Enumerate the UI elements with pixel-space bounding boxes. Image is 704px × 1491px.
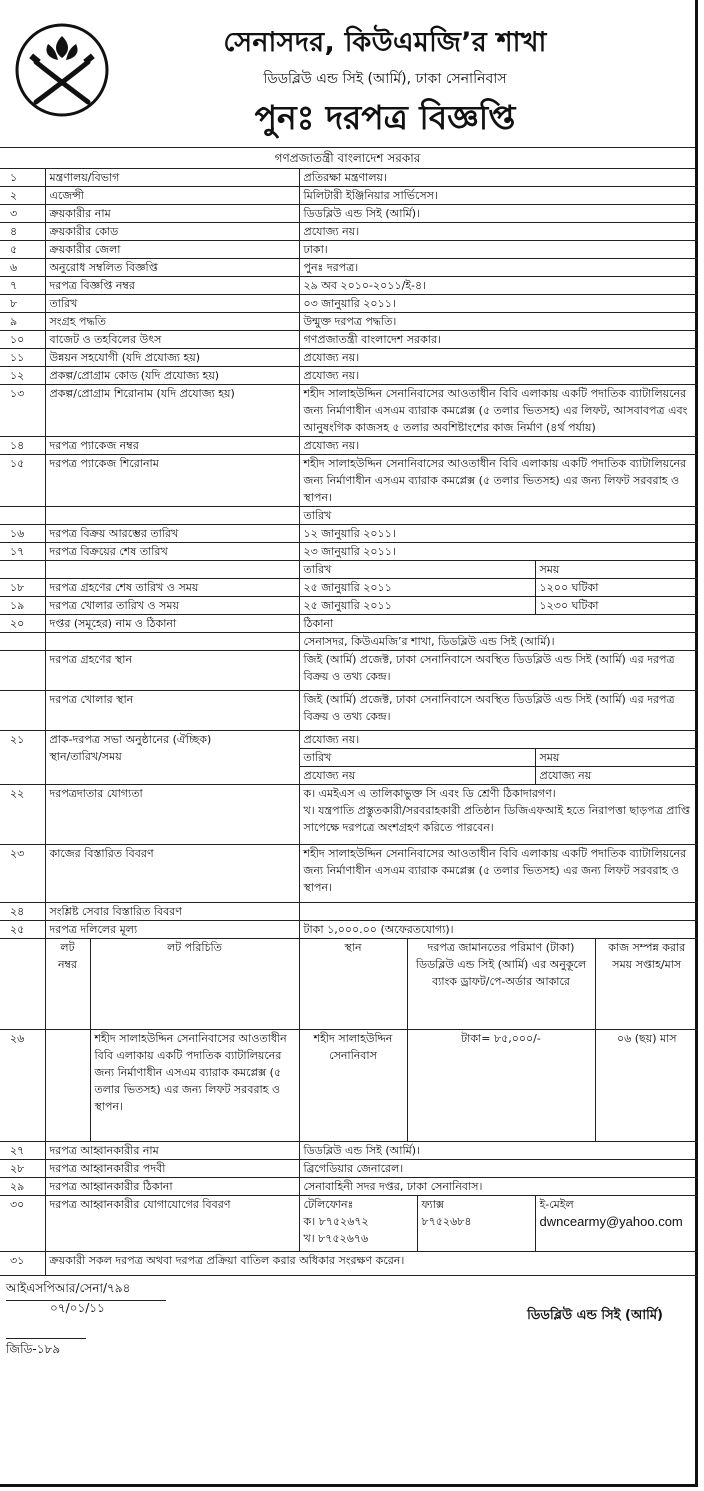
- row-value: প্রযোজ্য নয়।: [299, 367, 698, 385]
- table-row: [0, 367, 698, 385]
- document-price: টাকা ১,০০০.০০ (অফেরতযোগ্য)।: [299, 921, 698, 939]
- table-row: [0, 939, 698, 1029]
- tender-table: [0, 169, 698, 939]
- organization-subtitle: ডিডব্লিউ এন্ড সিই (আর্মি), ঢাকা সেনানিবাস: [263, 71, 507, 87]
- table-row: [0, 169, 698, 187]
- row-number: ৯: [0, 313, 45, 331]
- table-row: [0, 633, 698, 651]
- row-value: গণপ্রজাতন্ত্রী বাংলাদেশ সরকার।: [299, 331, 698, 349]
- row-label: এজেন্সী: [45, 187, 299, 205]
- row-value: পুনঃ দরপত্র।: [299, 259, 698, 277]
- row-number: ১২: [0, 367, 45, 385]
- table-row: [0, 1029, 698, 1141]
- row-label: দরপত্র খোলার তারিখ ও সময়: [45, 597, 299, 615]
- row-number: ১: [0, 169, 45, 187]
- row-value: ২৩ জানুয়ারি ২০১১।: [299, 543, 698, 561]
- caller-table: [0, 1142, 698, 1276]
- row-label: দরপত্র দলিলের মূল্য: [45, 921, 299, 939]
- lot-description: শহীদ সালাহউদ্দিন সেনানিবাসের আওতাধীন বিবি এলাকায় একটি পদাতিক ব্যাটালিয়নের জন্য নির্মাণাধীন এসএম ব্যারাক কমপ্লেক্স (৫ তলার ভিতসহ) এর জন্য লিফট সরবরাহ ও স্থাপন।: [90, 1029, 299, 1141]
- service-description: [299, 903, 698, 921]
- row-value: ব্রিগেডিয়ার জেনারেল।: [299, 1159, 698, 1177]
- row-label: কাজের বিস্তারিত বিবরণ: [45, 845, 299, 903]
- row-label: দরপত্র প্যাকেজ নম্বর: [45, 437, 299, 455]
- row-label: দরপত্র আহ্বানকারীর পদবী: [45, 1159, 299, 1177]
- row-number: ৪: [0, 223, 45, 241]
- table-row: [0, 349, 698, 367]
- table-row: [0, 731, 698, 749]
- row-value: প্রতিরক্ষা মন্ত্রণালয়।: [299, 169, 698, 187]
- table-row: [0, 205, 698, 223]
- phone-cell: টেলিফোনঃ ক। ৮৭৫২৬৭২ খ। ৮৭৫২৬৭৬: [299, 1195, 417, 1251]
- row-label: দরপত্রদাতার যোগ্যতা: [45, 785, 299, 845]
- rights-statement: ক্রয়কারী সকল দরপত্র অথবা দরপত্র প্রক্রিয়া বাতিল করার অধিকার সংরক্ষণ করেন।: [45, 1251, 698, 1275]
- email-cell: ই-মেইল dwncearmy@yahoo.com: [535, 1195, 698, 1251]
- table-row: [0, 313, 698, 331]
- table-row: [0, 385, 698, 437]
- row-value: ১২ জানুয়ারি ২০১১।: [299, 525, 698, 543]
- table-row: [0, 845, 698, 903]
- notice-title: পুনঃ দরপত্র বিজ্ঞপ্তি: [254, 98, 516, 137]
- opening-place: জিই (আর্মি) প্রজেক্ট, ঢাকা সেনানিবাসে অবস্থিত ডিডব্লিউ এন্ড সিই (আর্মি) এর দরপত্র বিক্রয় ও তথ্য কেন্দ্র।: [299, 691, 698, 731]
- row-value: সেনাবাহিনী সদর দপ্তর, ঢাকা সেনানিবাস।: [299, 1177, 698, 1195]
- lot-duration-header: কাজ সম্পন্ন করার সময় সপ্তাহ/মাস: [595, 939, 698, 1029]
- row-value: শহীদ সালাহউদ্দিন সেনানিবাসের আওতাধীন বিবি এলাকায় একটি পদাতিক ব্যাটালিয়নের জন্য নির্মাণাধীন এসএম ব্যারাক কমপ্লেক্স (৫ তলার ভিতসহ) এর জন্য লিফট সরবরাহ ও স্থাপন।: [299, 455, 698, 507]
- prebid-time: প্রযোজ্য নয়: [535, 767, 698, 785]
- address-header: ঠিকানা: [299, 615, 698, 633]
- row-label: তারিখ: [45, 295, 299, 313]
- row-number: ৫: [0, 241, 45, 259]
- row-number: ১৮: [0, 579, 45, 597]
- row-number: ২২: [0, 785, 45, 845]
- prebid-value: প্রযোজ্য নয়।: [299, 731, 698, 749]
- row-label: দরপত্র গ্রহণের স্থান: [45, 651, 299, 691]
- work-description: শহীদ সালাহউদ্দিন সেনানিবাসের আওতাধীন বিবি এলাকায় একটি পদাতিক ব্যাটালিয়নের জন্য নির্মাণাধীন এসএম ব্যারাক কমপ্লেক্স (৫ তলার ভিতসহ) এর জন্য লিফট সরবরাহ ও স্থাপন।: [299, 845, 698, 903]
- row-value: উন্মুক্ত দরপত্র পদ্ধতি।: [299, 313, 698, 331]
- table-row: [0, 277, 698, 295]
- row-value: ডিডব্লিউ এন্ড সিই (আর্মি)।: [299, 1142, 698, 1160]
- table-row: [0, 295, 698, 313]
- table-row: [0, 507, 698, 525]
- table-row: [0, 259, 698, 277]
- row-label: মন্ত্রণালয়/বিভাগ: [45, 169, 299, 187]
- lot-place: শহীদ সালাহউদ্দিন সেনানিবাস: [299, 1029, 407, 1141]
- table-row: [0, 331, 698, 349]
- row-number: ১৭: [0, 543, 45, 561]
- row-label: ক্রয়কারীর জেলা: [45, 241, 299, 259]
- row-label: প্রাক-দরপত্র সভা অনুষ্ঠানের (ঐচ্ছিক) স্থান/তারিখ/সময়: [45, 731, 299, 785]
- lot-security-header: দরপত্র জামানতের পরিমাণ (টাকা) ডিডব্লিউ এন্ড সিই (আর্মি) এর অনুকূলে ব্যাংক ড্রাফট/পে-অর্ডার আকারে: [407, 939, 595, 1029]
- row-value: ০৩ জানুয়ারি ২০১১।: [299, 295, 698, 313]
- row-label: সংগ্রহ পদ্ধতি: [45, 313, 299, 331]
- row-label: দরপত্র আহ্বানকারীর ঠিকানা: [45, 1177, 299, 1195]
- table-row: [0, 241, 698, 259]
- row-value: শহীদ সালাহউদ্দিন সেনানিবাসের আওতাধীন বিবি এলাকায় একটি পদাতিক ব্যাটালিয়নের জন্য নির্মাণাধীন এসএম ব্যারাক কমপ্লেক্স (৫ তলার ভিতসহ) এর লিফট, আসবাবপত্র এবং আনুষংগিক কাজসহ ৫ তলার অবশিষ্টাংশের কাজ নির্মাণ (৪র্থ পর্যায়): [299, 385, 698, 437]
- row-number: ২৪: [0, 903, 45, 921]
- row-number: ১১: [0, 349, 45, 367]
- row-number: ২০: [0, 615, 45, 633]
- table-row: [0, 579, 698, 597]
- row-number: ২৮: [0, 1159, 45, 1177]
- row-date: ২৫ জানুয়ারি ২০১১: [299, 597, 535, 615]
- row-label: দরপত্র বিজ্ঞপ্তি নম্বর: [45, 277, 299, 295]
- row-value: মিলিটারী ইঞ্জিনিয়ার সার্ভিসেস।: [299, 187, 698, 205]
- row-label: দরপত্র বিক্রয় আরম্ভের তারিখ: [45, 525, 299, 543]
- lot-duration: ০৬ (ছয়) মাস: [595, 1029, 698, 1141]
- row-time: ১২৩০ ঘটিকা: [535, 597, 698, 615]
- table-row: [0, 691, 698, 731]
- table-row: [0, 1177, 698, 1195]
- row-label: দরপত্র গ্রহণের শেষ তারিখ ও সময়: [45, 579, 299, 597]
- table-row: [0, 437, 698, 455]
- office-address: সেনাসদর, কিউএমজি’র শাখা, ডিডব্লিউ এন্ড সিই (আর্মি)।: [299, 633, 698, 651]
- date-header: তারিখ: [299, 561, 535, 579]
- government-title: গণপ্রজাতন্ত্রী বাংলাদেশ সরকার: [0, 148, 695, 169]
- footer: [0, 1276, 695, 1362]
- row-label: সংশ্লিষ্ট সেবার বিস্তারিত বিবরণ: [45, 903, 299, 921]
- row-number: ২৯: [0, 1177, 45, 1195]
- row-label: দরপত্র প্যাকেজ শিরোনাম: [45, 455, 299, 507]
- row-number: ৩০: [0, 1195, 45, 1251]
- table-row: [0, 187, 698, 205]
- table-row: [0, 597, 698, 615]
- lot-place-header: স্থান: [299, 939, 407, 1029]
- lot-table: [0, 939, 698, 1142]
- table-row: [0, 525, 698, 543]
- prebid-date: প্রযোজ্য নয়: [299, 767, 535, 785]
- signatory: ডিডব্লিউ এন্ড সিই (আর্মি): [527, 1307, 663, 1323]
- row-time: ১২০০ ঘটিকা: [535, 579, 698, 597]
- header: [0, 0, 695, 148]
- table-row: [0, 921, 698, 939]
- table-row: [0, 615, 698, 633]
- row-number: ১৫: [0, 455, 45, 507]
- lot-number-header: লট নম্বর: [45, 939, 90, 1029]
- footer-date: ০৭/০১/১১: [50, 1300, 105, 1315]
- table-row: [0, 543, 698, 561]
- row-value: প্রযোজ্য নয়।: [299, 437, 698, 455]
- table-row: [0, 223, 698, 241]
- row-label: প্রকল্প/প্রোগ্রাম কোড (যদি প্রযোজ্য হয়): [45, 367, 299, 385]
- row-number: ৮: [0, 295, 45, 313]
- table-row: [0, 1195, 698, 1251]
- table-row: [0, 561, 698, 579]
- row-label: দপ্তর (সমূহের) নাম ও ঠিকানা: [45, 615, 299, 633]
- date-header: তারিখ: [299, 749, 535, 767]
- table-row: [0, 1142, 698, 1160]
- crossed-swords-emblem-icon: [14, 22, 110, 118]
- receive-place: জিই (আর্মি) প্রজেক্ট, ঢাকা সেনানিবাসে অবস্থিত ডিডব্লিউ এন্ড সিই (আর্মি) এর দরপত্র বিক্রয় ও তথ্য কেন্দ্র।: [299, 651, 698, 691]
- table-row: [0, 651, 698, 691]
- row-number: ২৫: [0, 921, 45, 939]
- row-label: উন্নয়ন সহযোগী (যদি প্রযোজ্য হয়): [45, 349, 299, 367]
- row-label: দরপত্র আহ্বানকারীর নাম: [45, 1142, 299, 1160]
- table-row: [0, 455, 698, 507]
- row-number: ২: [0, 187, 45, 205]
- row-label: ক্রয়কারীর কোড: [45, 223, 299, 241]
- lot-security: টাকা= ৮৫,০০০/-: [407, 1029, 595, 1141]
- email-address: dwncearmy@yahoo.com: [539, 1213, 683, 1229]
- row-number: ৩১: [0, 1251, 45, 1275]
- row-number: ১০: [0, 331, 45, 349]
- organization-name: সেনাসদর, কিউএমজি’র শাখা: [223, 27, 547, 58]
- row-label: দরপত্র আহ্বানকারীর যোগাযোগের বিবরণ: [45, 1195, 299, 1251]
- row-date: ২৫ জানুয়ারি ২০১১: [299, 579, 535, 597]
- row-value: প্রযোজ্য নয়।: [299, 223, 698, 241]
- row-number: ৩: [0, 205, 45, 223]
- row-number: ২৭: [0, 1142, 45, 1160]
- row-number: ২১: [0, 731, 45, 785]
- date-header: তারিখ: [299, 507, 698, 525]
- table-row: [0, 785, 698, 845]
- row-label: দরপত্র খোলার স্থান: [45, 691, 299, 731]
- reference-number: আইএসপিআর/সেনা/৭৯৪: [6, 1280, 166, 1301]
- row-number: ১৪: [0, 437, 45, 455]
- table-row: [0, 903, 698, 921]
- row-value: ঢাকা।: [299, 241, 698, 259]
- row-number: ১৩: [0, 385, 45, 437]
- row-number: ১৬: [0, 525, 45, 543]
- table-row: [0, 1251, 698, 1275]
- row-label: অনুরোধ সম্বলিত বিজ্ঞপ্তি: [45, 259, 299, 277]
- row-number: ১৯: [0, 597, 45, 615]
- row-label: বাজেট ও তহবিলের উৎস: [45, 331, 299, 349]
- time-header: সময়: [535, 561, 698, 579]
- row-number: ২৬: [0, 1029, 45, 1141]
- gd-number: জিডি-১৮৯: [6, 1338, 86, 1361]
- row-label: দরপত্র বিক্রয়ের শেষ তারিখ: [45, 543, 299, 561]
- row-label: ক্রয়কারীর নাম: [45, 205, 299, 223]
- fax-cell: ফ্যাক্স ৮৭৫২৬৮৪: [417, 1195, 535, 1251]
- row-number: ৬: [0, 259, 45, 277]
- row-number: ৭: [0, 277, 45, 295]
- table-row: [0, 1159, 698, 1177]
- row-number: ২৩: [0, 845, 45, 903]
- lot-description-header: লট পরিচিতি: [90, 939, 299, 1029]
- time-header: সময়: [535, 749, 698, 767]
- row-label: প্রকল্প/প্রোগ্রাম শিরোনাম (যদি প্রযোজ্য হয়): [45, 385, 299, 437]
- row-value: প্রযোজ্য নয়।: [299, 349, 698, 367]
- qualification-value: ক। এমইএস এ তালিকাভুক্ত সি এবং ডি শ্রেণী ঠিকাদারগণ। খ। যন্ত্রপাতি প্রস্তুতকারী/সরবরাহকারী প্রতিষ্ঠান ডিজিএফআই হতে নিরাপত্তা ছাড়পত্র প্রাপ্তি সাপেক্ষে দরপত্রে অংশগ্রহণ করিতে পারবেন।: [299, 785, 698, 845]
- row-value: ডিডব্লিউ এন্ড সিই (আর্মি)।: [299, 205, 698, 223]
- row-value: ২৯ অব ২০১০-২০১১/ই-৪।: [299, 277, 698, 295]
